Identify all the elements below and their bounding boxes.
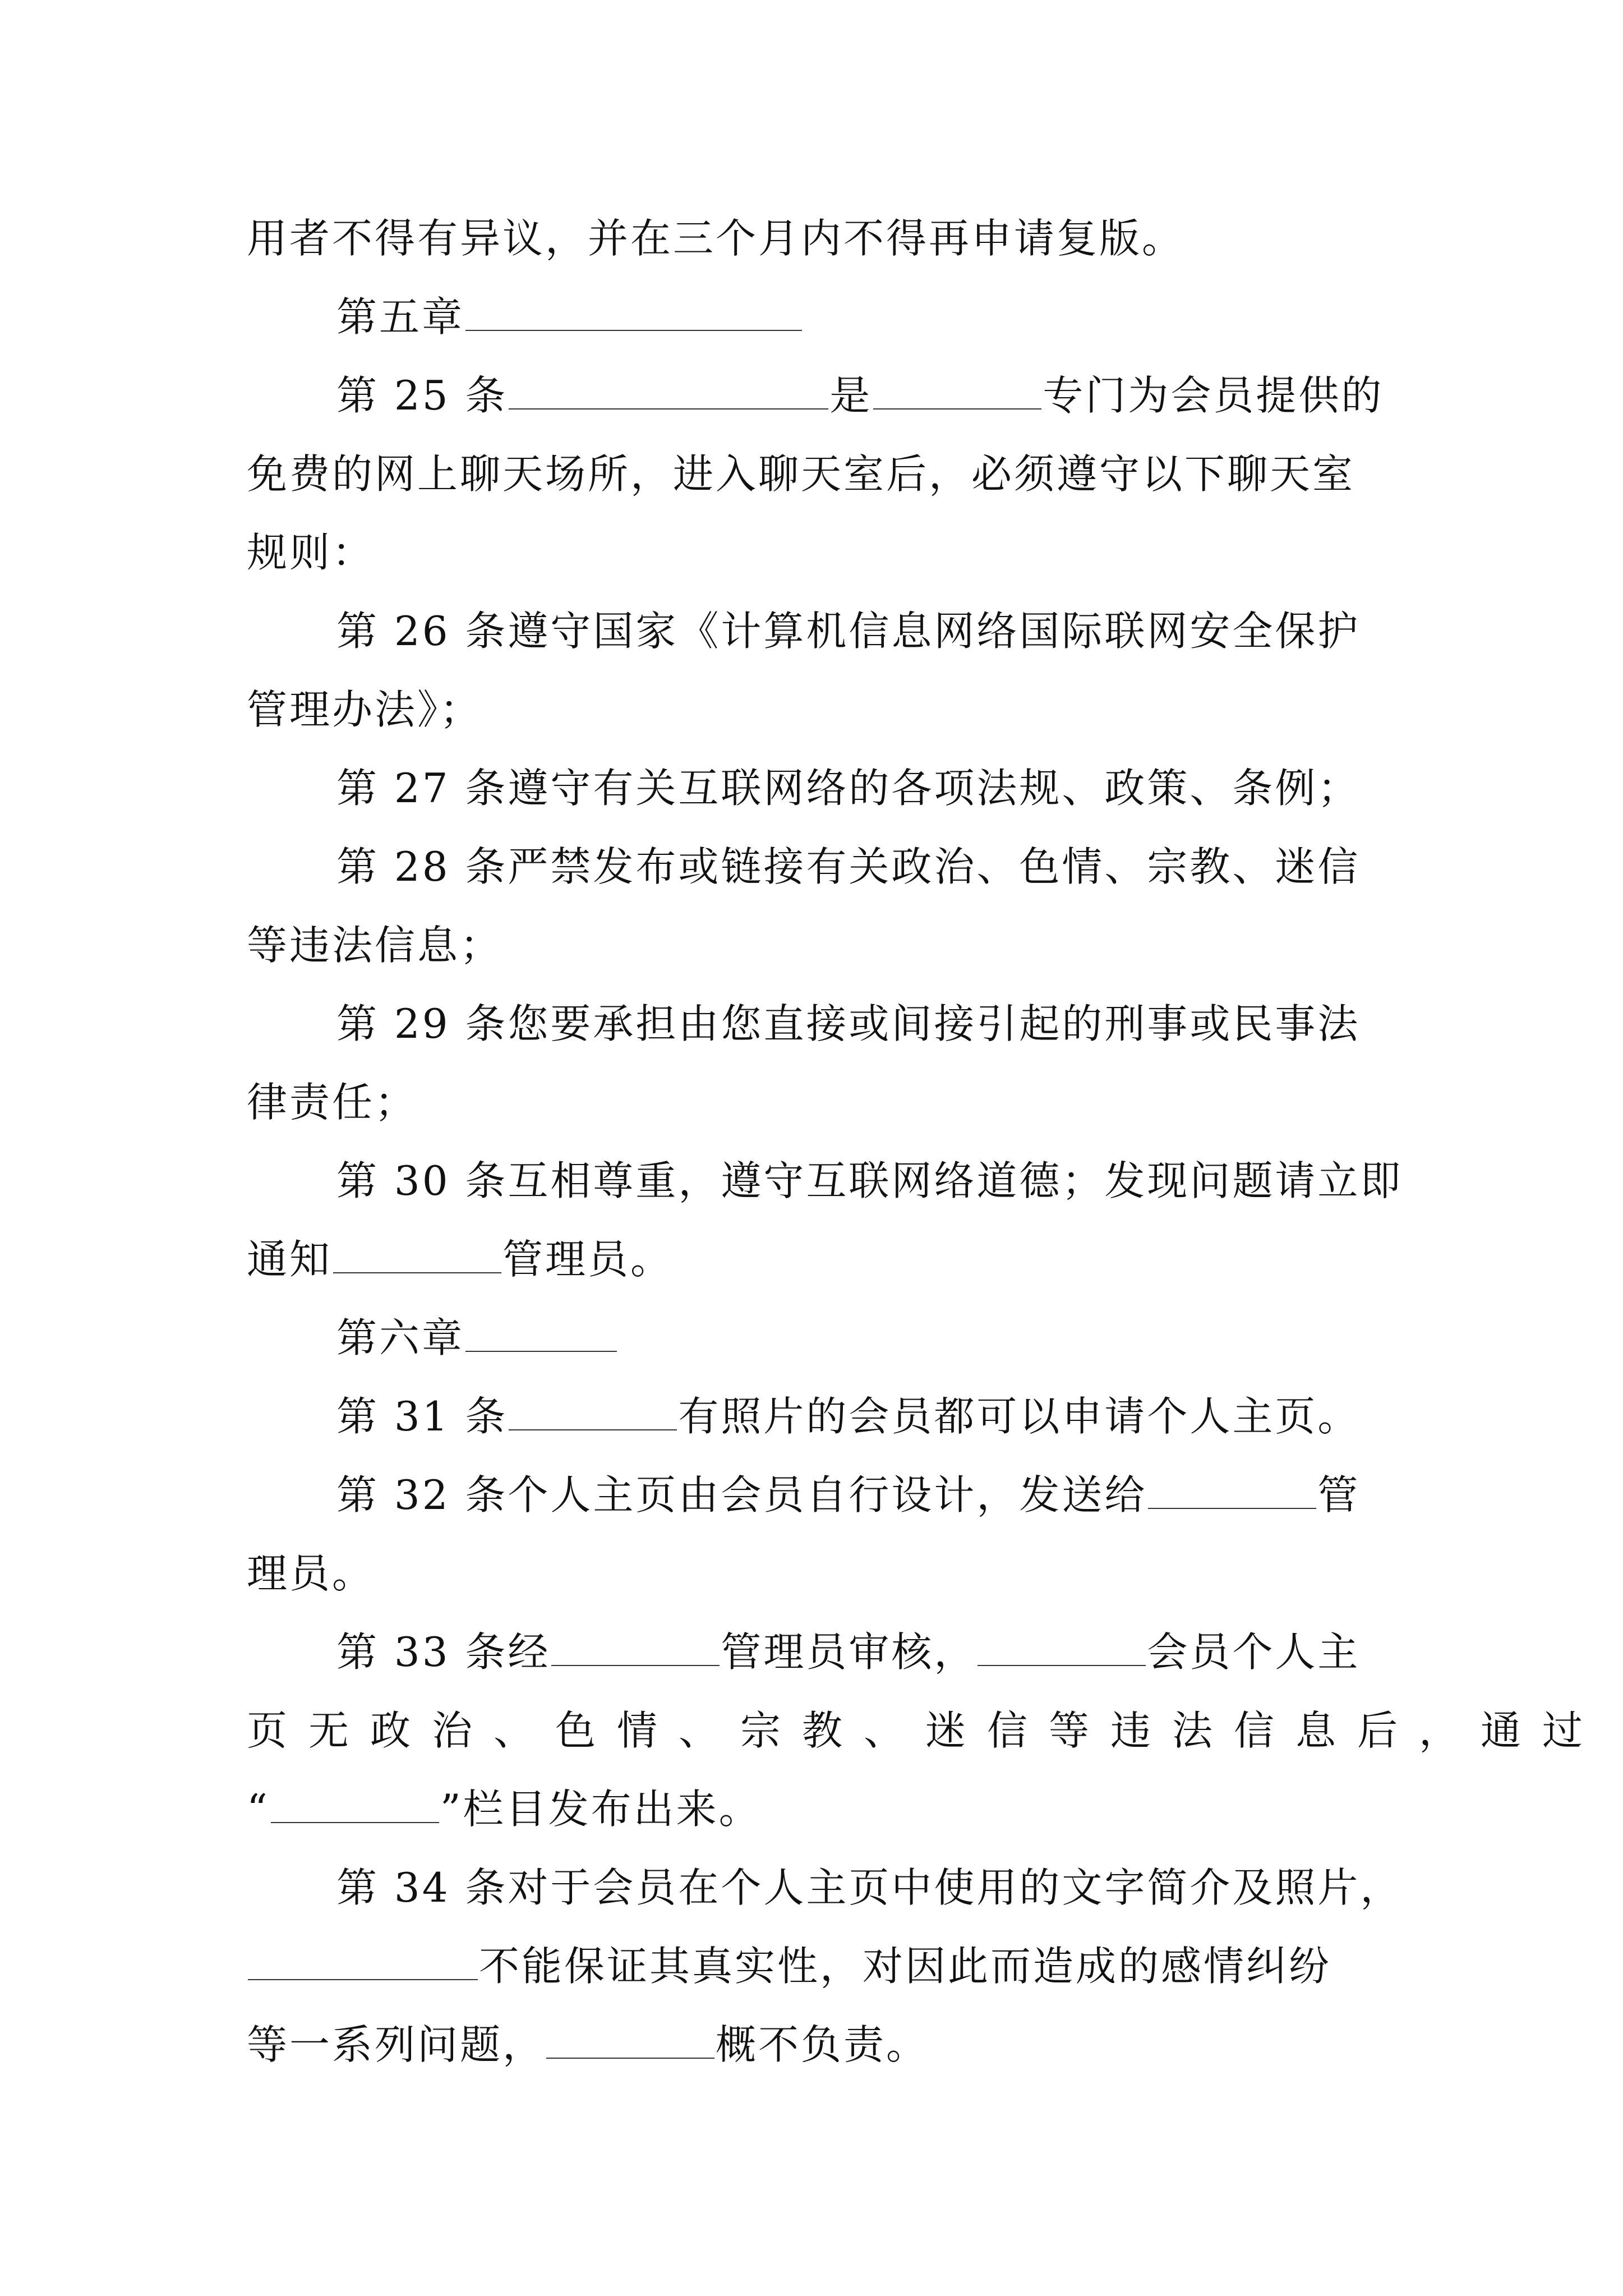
fill-blank	[509, 1393, 677, 1430]
line-text: 有照片的会员都可以申请个人主页。	[678, 1393, 1361, 1440]
paragraph-line	[247, 210, 1184, 266]
line-text: 第 34 条对于会员在个人主页中使用的文字简介及照片，	[336, 1864, 1403, 1911]
fill-blank	[248, 1943, 478, 1980]
paragraph-line	[247, 917, 502, 973]
article-line	[336, 839, 1360, 895]
fill-blank	[465, 294, 802, 331]
line-text: 管理办法》；	[247, 686, 483, 733]
article-line	[336, 996, 1360, 1052]
paragraph-line	[247, 1074, 417, 1130]
paragraph-line	[247, 1545, 375, 1602]
fill-blank	[978, 1629, 1146, 1666]
chapter-heading	[336, 289, 803, 345]
article-line	[336, 367, 1384, 424]
article-line	[336, 1860, 1403, 1916]
line-text: 管理员审核，	[721, 1628, 977, 1676]
fill-blank	[509, 372, 828, 409]
article-line	[336, 1467, 1360, 1523]
paragraph-line	[247, 682, 482, 738]
fill-blank	[271, 1786, 439, 1823]
line-text: 规则：	[247, 529, 375, 576]
fill-blank	[1148, 1472, 1316, 1509]
line-text: 管	[1317, 1471, 1361, 1519]
fill-blank	[551, 1629, 720, 1666]
line-text: 等一系列问题，	[247, 2021, 546, 2068]
paragraph-line	[247, 2017, 929, 2073]
fill-blank	[465, 1315, 617, 1352]
paragraph-line	[247, 1703, 1604, 1759]
line-text: 第 33 条经	[336, 1628, 551, 1676]
line-text: 第 25 条	[336, 372, 508, 419]
paragraph-line	[247, 1781, 762, 1837]
line-text: 律责任；	[247, 1079, 418, 1126]
paragraph-line	[247, 524, 375, 581]
paragraph-line	[247, 1231, 673, 1287]
line-text: 等违法信息；	[247, 922, 503, 969]
line-text: 免费的网上聊天场所，进入聊天室后，必须遵守以下聊天室	[247, 450, 1355, 498]
line-text: 是	[829, 372, 873, 419]
article-line	[336, 1388, 1360, 1444]
line-text: 第 30 条互相尊重，遵守互联网络道德；发现问题请立即	[336, 1157, 1403, 1204]
line-text: 概不负责。	[716, 2021, 929, 2068]
line-text: 第 32 条个人主页由会员自行设计，发送给	[336, 1471, 1147, 1519]
chapter-title: 第五章	[336, 293, 465, 341]
line-text: 第 28 条严禁发布或链接有关政治、色情、宗教、迷信	[336, 843, 1361, 890]
paragraph-line	[247, 1938, 1331, 1994]
article-line	[336, 1624, 1360, 1680]
line-text: ”栏目发布出来。	[440, 1786, 762, 1833]
article-line	[336, 603, 1360, 659]
chapter-heading	[336, 1310, 618, 1366]
line-text: 通知	[247, 1236, 333, 1283]
line-text: 管理员。	[502, 1236, 674, 1283]
line-text: 理员。	[247, 1550, 375, 1597]
fill-blank	[546, 2022, 714, 2059]
line-text: 用者不得有异议，并在三个月内不得再申请复版。	[247, 215, 1185, 262]
line-text: 第 31 条	[336, 1393, 508, 1440]
chapter-title: 第六章	[336, 1314, 465, 1361]
line-text: 第 26 条遵守国家《计算机信息网络国际联网安全保护	[336, 608, 1361, 655]
paragraph-line	[247, 446, 1355, 502]
line-text: 第 27 条遵守有关互联网络的各项法规、政策、条例；	[336, 765, 1361, 812]
line-text: 会员个人主	[1147, 1628, 1361, 1676]
fill-blank	[333, 1236, 501, 1273]
line-text: 第 29 条您要承担由您直接或间接引起的刑事或民事法	[336, 1000, 1361, 1047]
article-line	[336, 1153, 1403, 1209]
fill-blank	[873, 372, 1041, 409]
article-line	[336, 760, 1360, 816]
line-text: 页无政治、色情、宗教、迷信等违法信息后，通过	[247, 1707, 1604, 1754]
line-text: “	[247, 1786, 270, 1833]
line-text: 专门为会员提供的	[1043, 372, 1384, 419]
line-text: 不能保证其真实性，对因此而造成的感情纠纷	[479, 1943, 1332, 1990]
